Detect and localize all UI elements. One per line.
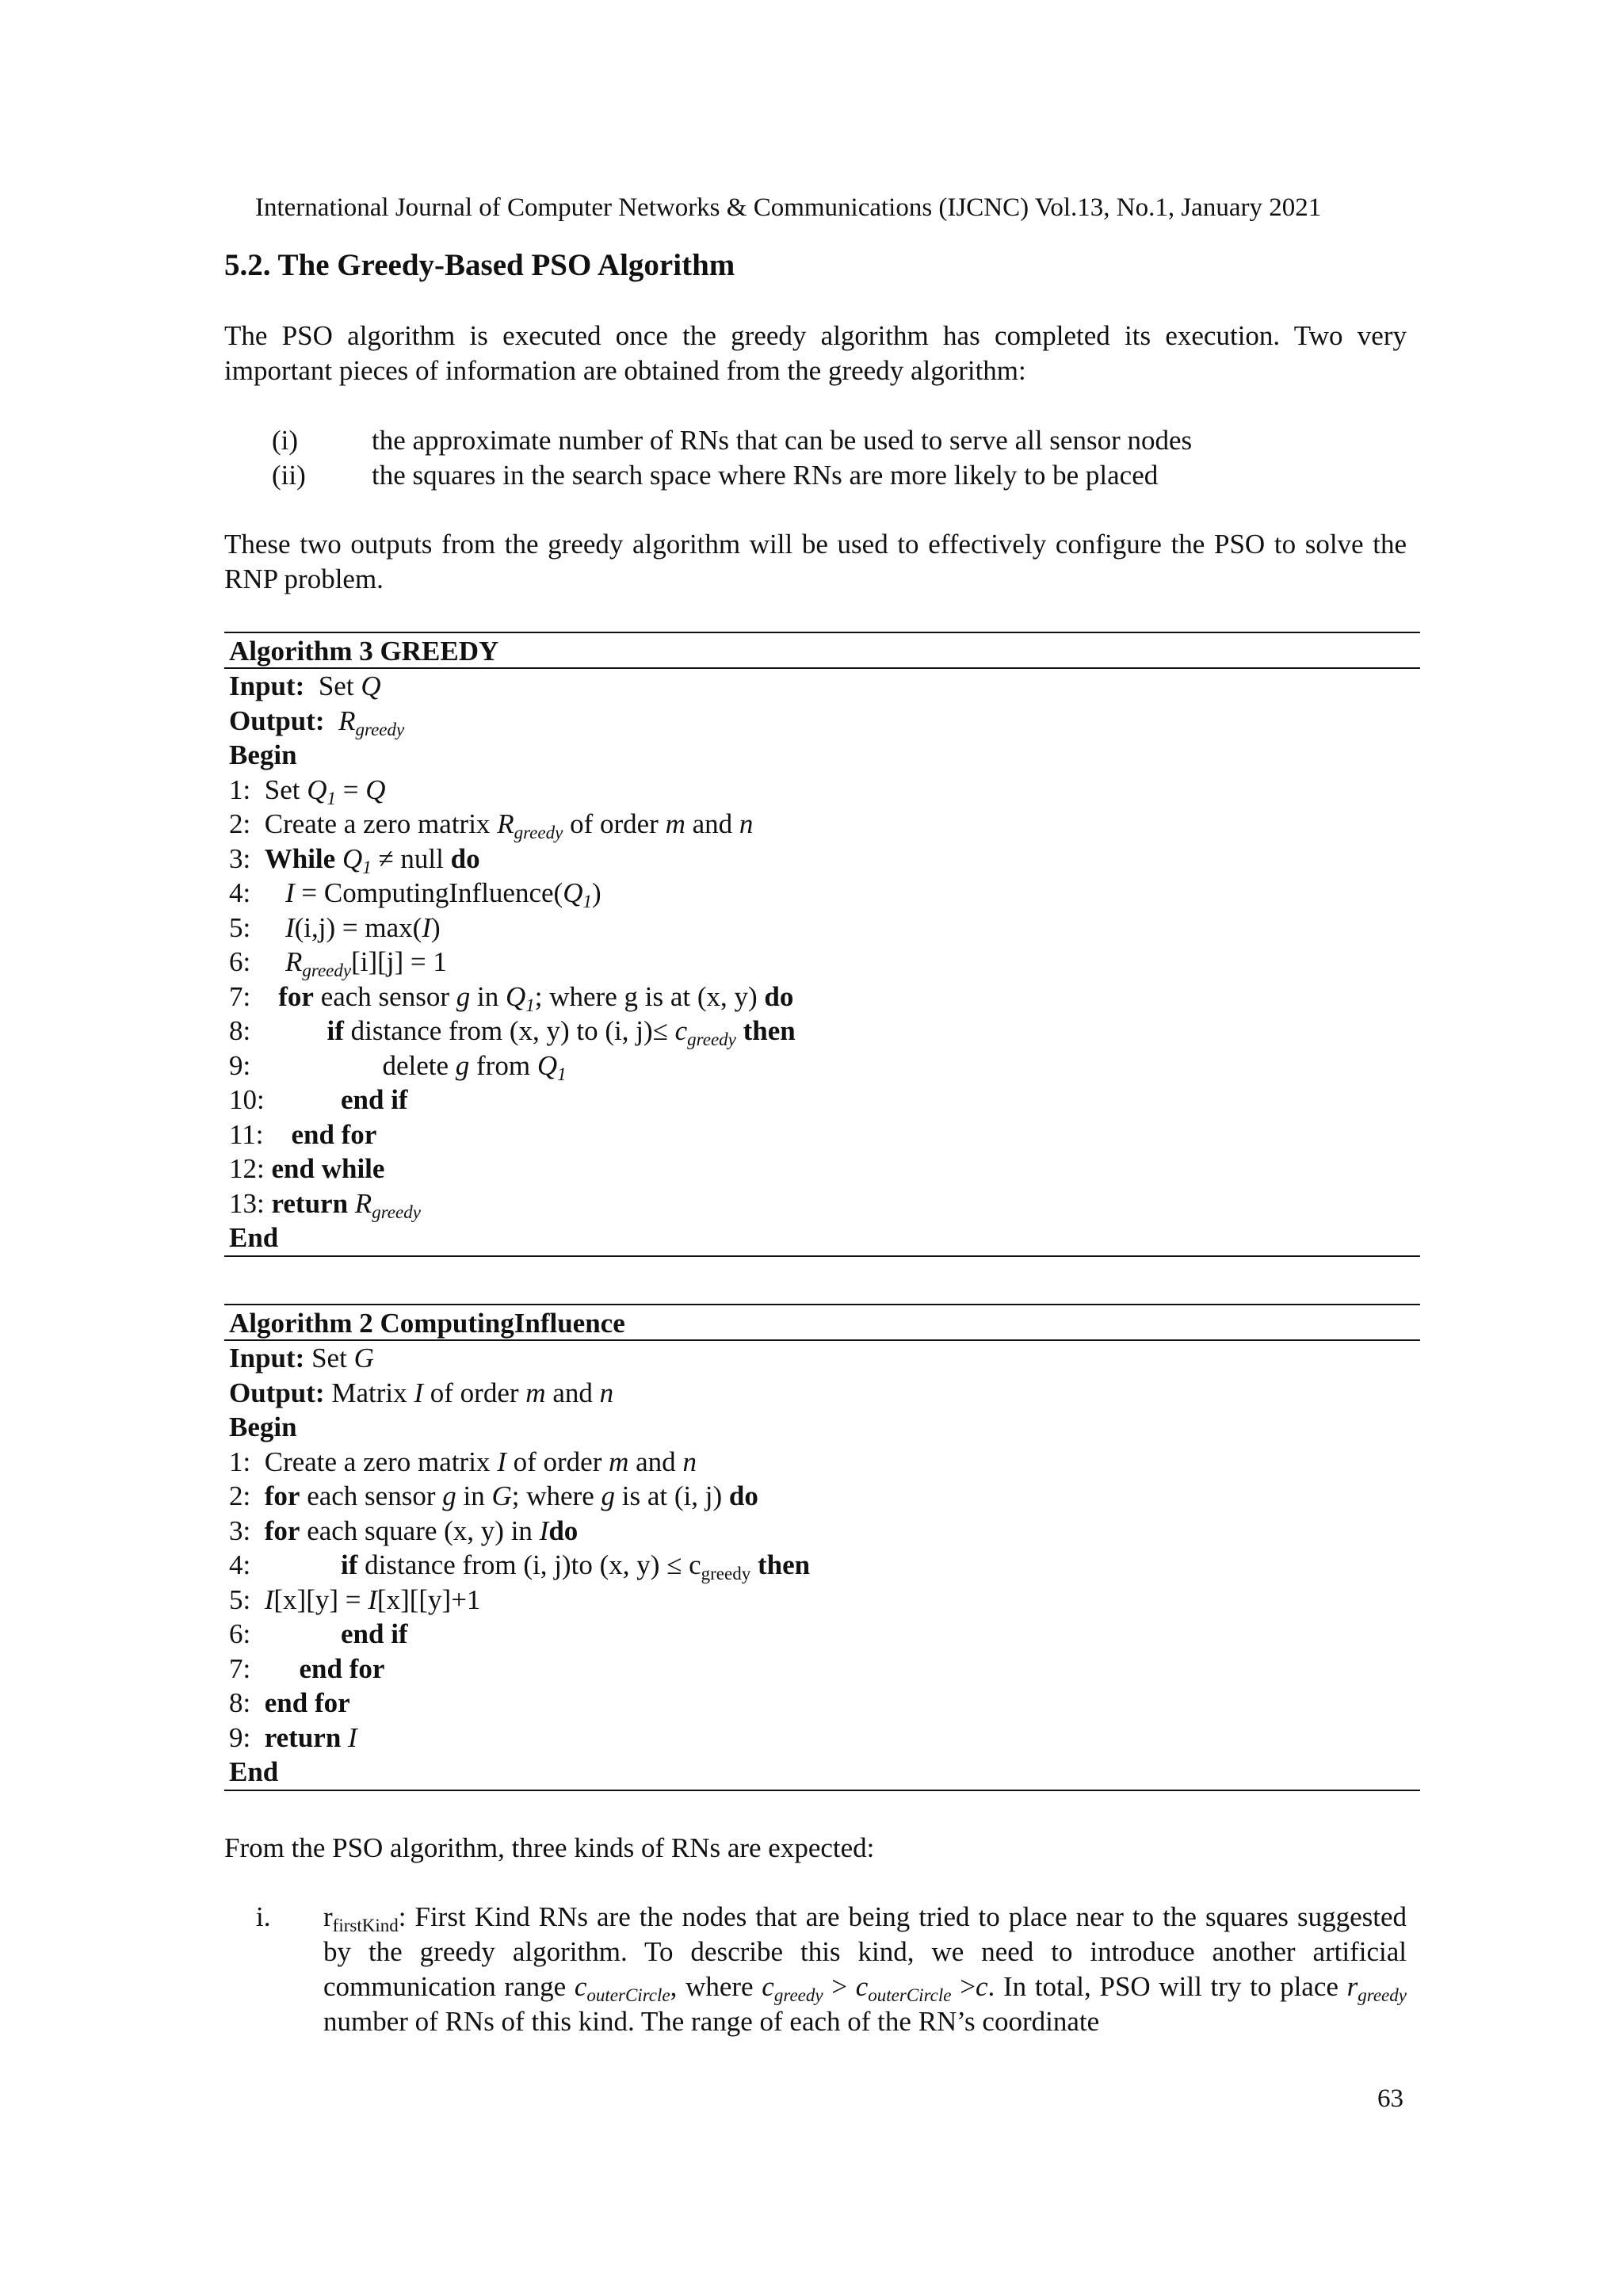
section-heading	[224, 247, 735, 283]
algo-line: 1: Set $Q_1 = Q$	[229, 774, 386, 808]
algo-line: 2: Create a zero matrix $R_{greedy}$ of order m and n	[229, 808, 754, 842]
list-item-text: the squares in the search space where RNs are more likely to be placed	[372, 460, 1159, 491]
list-item-number: i.	[256, 1901, 271, 1932]
kinds-intro: From the PSO algorithm, three kinds of RNs are expected:	[224, 1832, 875, 1863]
algo-end: End	[224, 1221, 1420, 1257]
algo-line: 10: end if	[229, 1084, 408, 1115]
algo-line: 13: return $R_{greedy}$	[229, 1187, 421, 1222]
algo-begin: Begin	[229, 739, 297, 770]
algo-input: Input: Set G	[229, 1343, 374, 1373]
kind-description: $r_{firstKind}$: First Kind RNs are the nodes that are being tried to place near to the squares suggested by the greedy algorithm. To describe this kind, we need to introduce another artificial communication range $c_{outerCircle}$, where $c_{greedy} > c_{outerCircle} >c$. In total, PSO will try to place $r_{greedy}$ number of RNs of this kind. The range of each of the RN’s coordinate	[323, 1901, 1407, 2037]
algorithm-3-box	[224, 632, 1420, 1257]
algo-end: End	[224, 1755, 1420, 1791]
algo-line: 9: return I	[229, 1721, 357, 1753]
section-title: The Greedy-Based PSO Algorithm	[277, 248, 735, 282]
list-item-number: (ii)	[272, 460, 306, 491]
algo-line: 8: end for	[229, 1687, 350, 1718]
algo-output: Output: Matrix I of order m and n	[229, 1377, 614, 1408]
algo-line: 5: I[x][y] = I[x][[y]+1	[229, 1584, 481, 1615]
algo-line: 7: for each sensor g in $Q_1$; where g is at (x, y) do	[229, 980, 794, 1015]
algo-line: 11: end for	[229, 1118, 377, 1150]
journal-header: International Journal of Computer Networks & Communications (IJCNC) Vol.13, No.1, January 2021	[255, 193, 1322, 222]
algorithm-2-title: Algorithm 2 ComputingInfluence	[224, 1305, 1420, 1341]
outputs-paragraph: These two outputs from the greedy algorithm will be used to effectively configure the PSO to solve the RNP problem.	[224, 529, 1407, 594]
list-item	[272, 458, 1192, 493]
algo-line: 8: if distance from (x, y) to (i, $j)\le c_{greedy}$ then	[229, 1015, 796, 1049]
algo-begin: Begin	[229, 1412, 297, 1442]
info-list	[272, 423, 1192, 493]
algo-line: 4: if distance from (i, j)to (x, $y) \le c_{greedy}$ then	[229, 1549, 811, 1584]
list-item-number: (i)	[272, 425, 299, 456]
algo-line: 3: for each square (x, y) in Ido	[229, 1515, 579, 1546]
algo-line: 3: While $Q_1$ ≠ null do	[229, 842, 480, 877]
page-number: 63	[1377, 2084, 1403, 2113]
algo-line: 9: delete g from $Q_1$	[229, 1049, 567, 1084]
algo-line: 6: $R_{greedy}[i][j] = 1$	[229, 946, 447, 980]
list-item-text: the approximate number of RNs that can be used to serve all sensor nodes	[372, 425, 1193, 456]
algo-line: 7: end for	[229, 1652, 385, 1684]
list-item	[272, 423, 1192, 458]
algo-line: 12: end while	[229, 1153, 385, 1184]
algo-line: 4: $I = ComputingInfluence(Q_1)$	[229, 877, 601, 911]
section-number: 5.2.	[224, 248, 271, 282]
algorithm-2-box	[224, 1304, 1420, 1791]
algo-input: Input: Set Q	[229, 670, 381, 701]
algo-line: 2: for each sensor g in G; where g is at (i, j) do	[229, 1480, 758, 1511]
algo-output: Output: $R_{greedy}$	[229, 705, 405, 739]
algorithm-3-title: Algorithm 3 GREEDY	[224, 633, 1420, 669]
algo-line: 1: Create a zero matrix I of order m and n	[229, 1446, 697, 1477]
intro-paragraph: The PSO algorithm is executed once the greedy algorithm has completed its execution. Two very important pieces of information are obtained from the greedy algorithm:	[224, 320, 1407, 386]
kind-list-item	[256, 1900, 1407, 2039]
algo-line: 6: end if	[229, 1618, 408, 1649]
algo-line: 5: I(i,j) = max(I)	[229, 911, 441, 943]
